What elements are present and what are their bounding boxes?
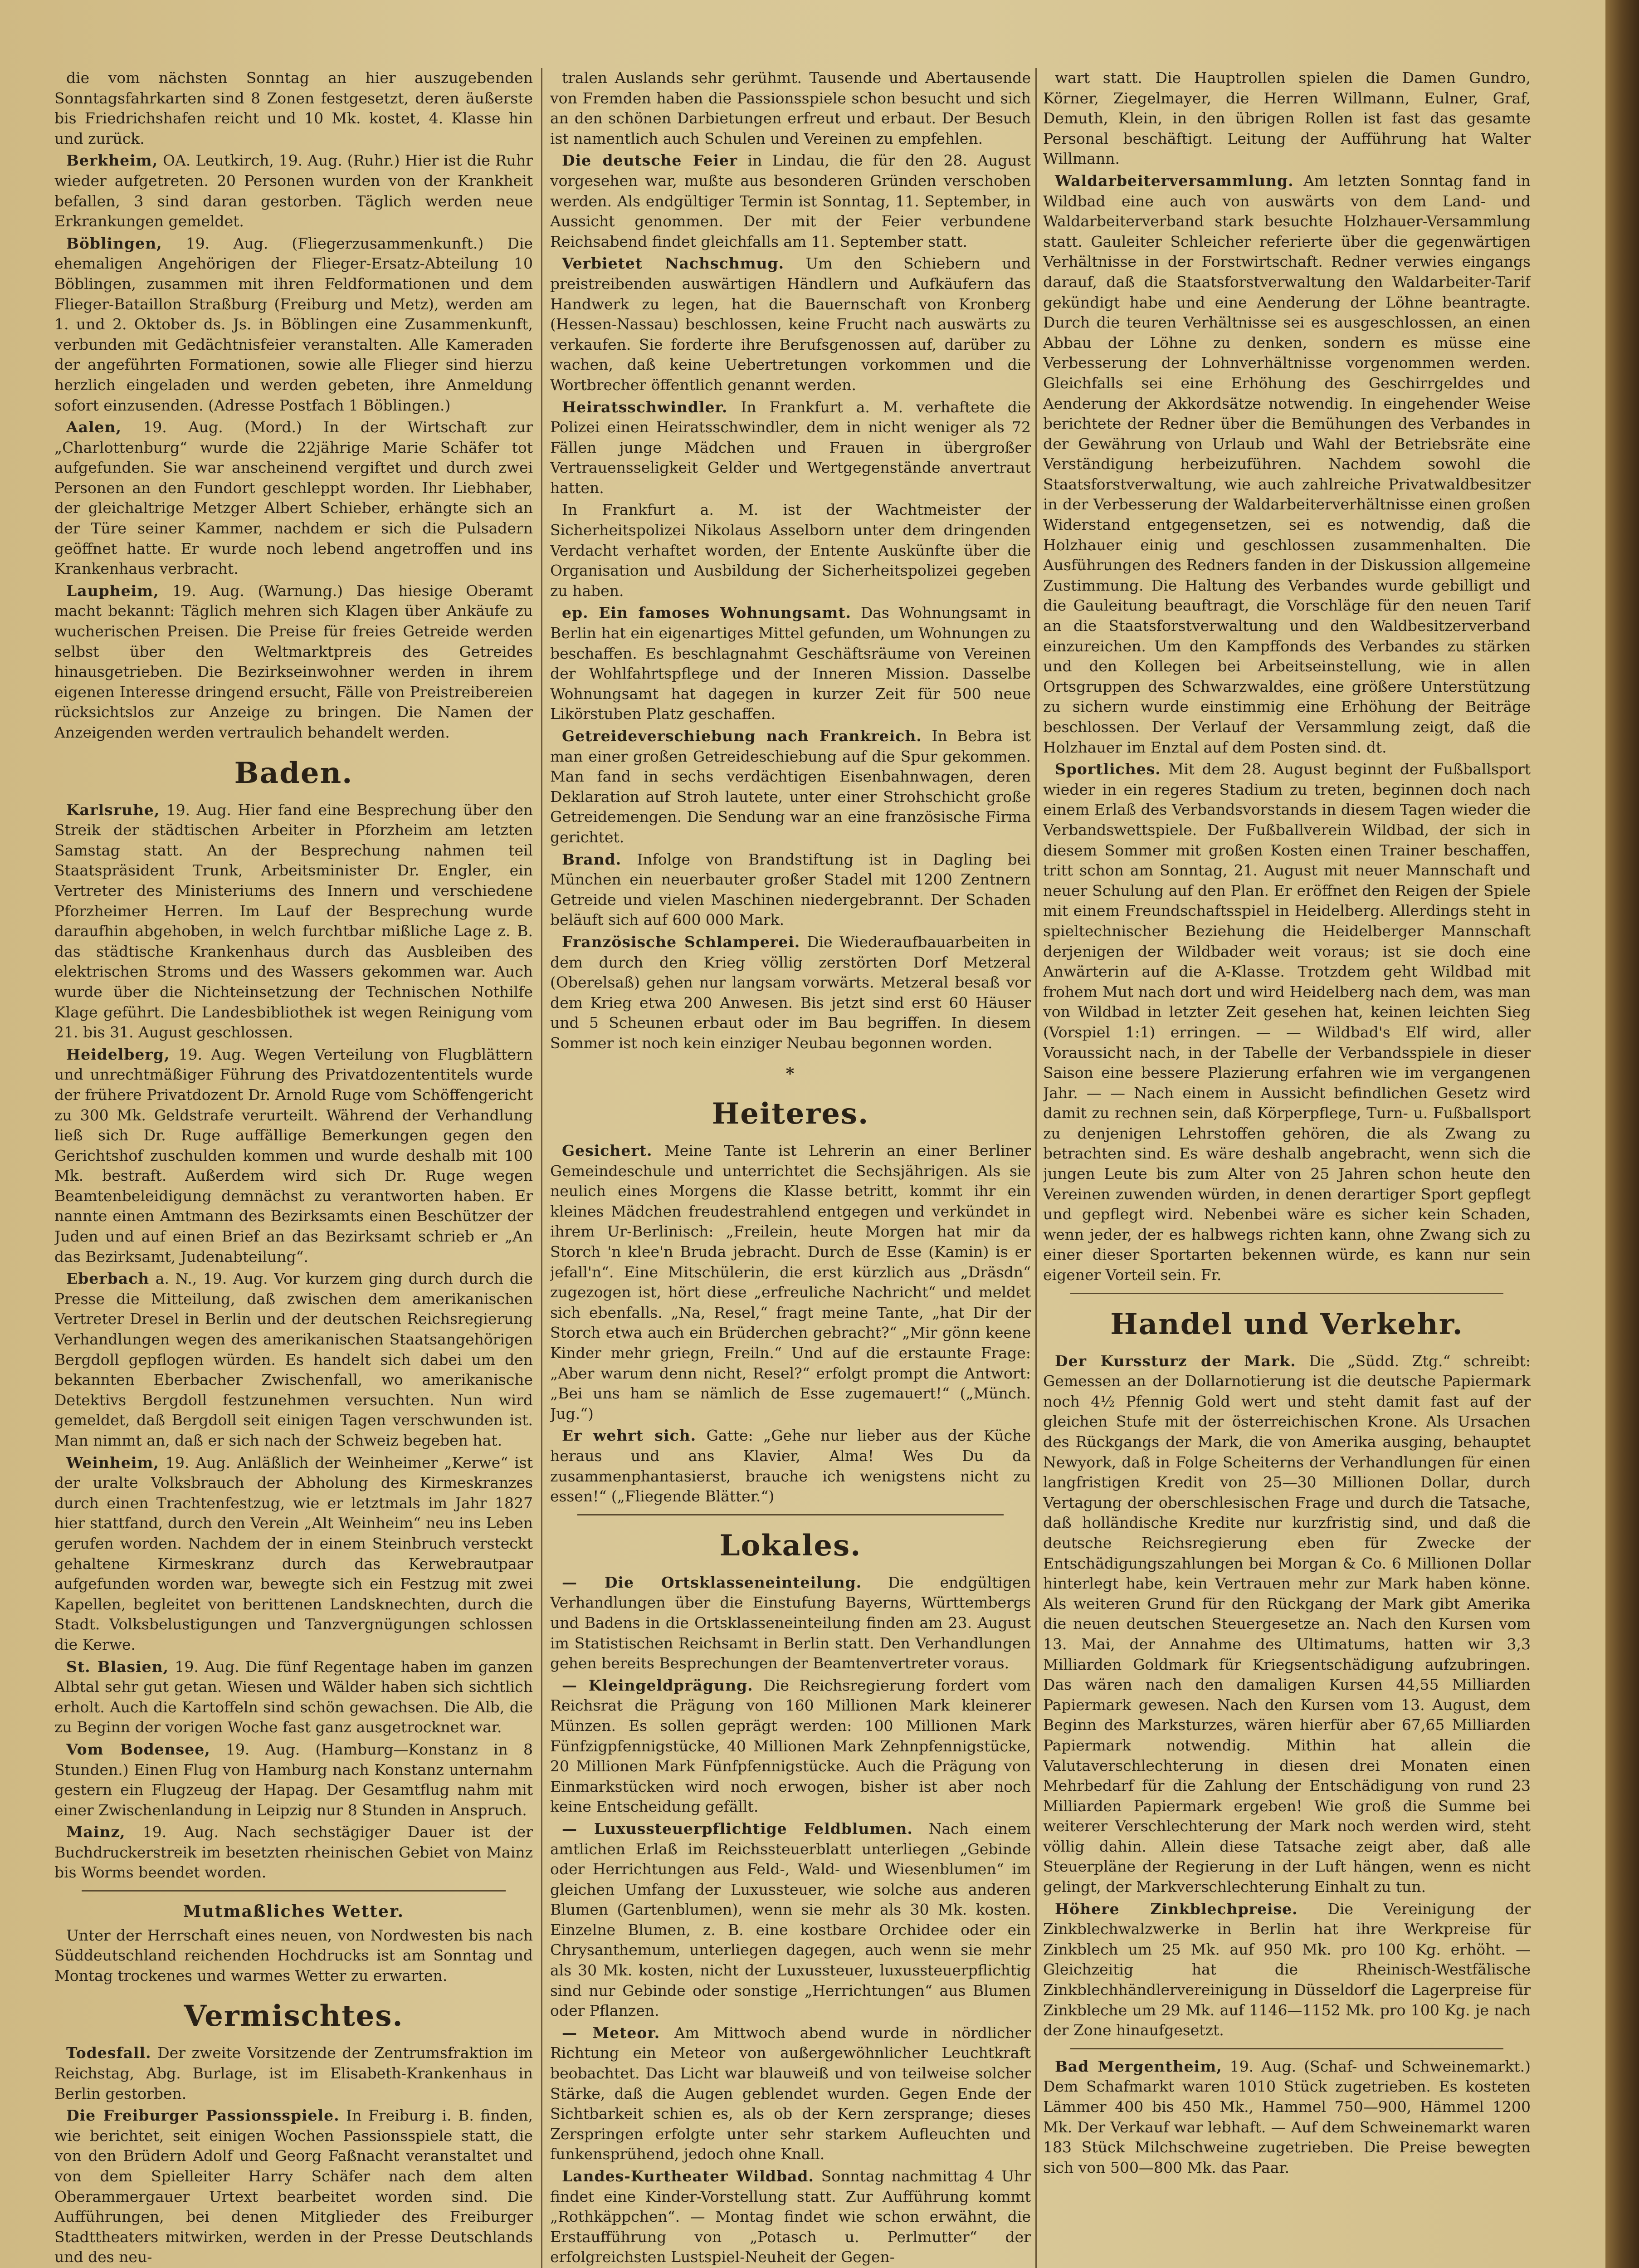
article bbox=[550, 151, 1031, 252]
article bbox=[54, 1822, 533, 1883]
article bbox=[550, 500, 1031, 601]
article bbox=[54, 1453, 533, 1655]
dateline: Höhere Zinkblechpreise. bbox=[1055, 1900, 1298, 1918]
section-heading-heiteres: Heiteres. bbox=[712, 1097, 869, 1131]
dateline: Getreideverschiebung nach Frankreich. bbox=[562, 727, 922, 745]
dateline: Gesichert. bbox=[562, 1142, 653, 1160]
article-text: a. N., 19. Aug. Vor kurzem ging durch durch die Presse die Mitteilung, daß zwischen dem amerikanischen Vertreter Dresel in Berlin und der deutschen Reichsregierung Verhandlungen wegen des amerikanischen Staatsangehörigen Bergdoll gepflogen würden. Es handelt sich dabei um den bekannten Eberbacher Zwischenfall, wo amerikanische Detektivs Bergdoll festzunehmen versuchten. Nun wird gemeldet, daß Bergdoll seit einigen Tagen verschwunden ist. Man nimmt an, daß er sich nach der Schweiz begeben hat. bbox=[54, 1270, 533, 1449]
article-text: Die Vereinigung der Zinkblechwalzwerke in Berlin hat ihre Werkpreise für Zinkblech um 25 Mk. auf 950 Mk. pro 100 Kg. erhöht. — Gleichzeitig hat die Rheinisch-Westfälische Zinkblechhändlervereinigung in Düsseldorf die Lagerpreise für Zinkbleche um 29 Mk. auf 1146—1152 Mk. pro 100 Kg. je nach der Zone hinaufgesetzt. bbox=[1043, 1900, 1531, 2039]
article-text: 19. Aug. Anläßlich der Weinheimer „Kerwe“ ist der uralte Volksbrauch der Abholung des Kirmeskranzes durch einen Trachtenfestzug, wie er letztmals im Jahr 1827 hier stattfand, durch den Verein „Alt Weinheim“ neu ins Leben gerufen worden. Nachdem der in einem Steinbruch versteckt gehaltene Kirmeskranz durch das Kerwebrautpaar aufgefunden worden war, bewegte sich ein Festzug mit zwei Kapellen, begleitet von berittenen Landsknechten, durch die Stadt. Volksbelustigungen und Tanzvergnügungen schlossen die Kerwe. bbox=[54, 1453, 533, 1653]
article bbox=[550, 726, 1031, 848]
dateline: Vom Bodensee, bbox=[66, 1740, 210, 1758]
dateline: Todesfall. bbox=[66, 2044, 151, 2062]
article bbox=[54, 1657, 533, 1738]
article bbox=[54, 417, 533, 579]
article bbox=[550, 1573, 1031, 1674]
article-text: In Frankfurt a. M. ist der Wachtmeister der Sicherheitspolizei Nikolaus Asselborn unter dem dringenden Verdacht verhaftet worden, der Entente Auskünfte über die Organisation und Ausbildung der Sicherheitspolizei gegeben zu haben. bbox=[550, 501, 1031, 600]
article bbox=[54, 581, 533, 743]
article bbox=[550, 603, 1031, 724]
paragraph: die vom nächsten Sonntag an hier auszugebenden Sonntagsfahrkarten sind 8 Zonen festgesetzt, deren äußerste bis Friedrichshafen reicht und 10 Mk. kostet, 4. Klasse hin und zurück. bbox=[54, 69, 533, 147]
dateline: Berkheim, bbox=[66, 152, 158, 170]
dateline: Französische Schlamperei. bbox=[562, 933, 800, 951]
dateline: Bad Mergentheim, bbox=[1055, 2057, 1222, 2075]
article bbox=[550, 932, 1031, 1054]
article bbox=[1043, 1351, 1531, 1897]
article-text: Die Reichsregierung fordert vom Reichsrat die Prägung von 160 Millionen Mark kleinerer Münzen. Es sollen geprägt werden: 100 Millionen Mark Fünfzigpfennigstücke, 40 Millionen Mark Zehnpfennigstücke, 20 Millionen Mark Fünfpfennigstücke. Auch die Prägung von Einmarkstücken wird noch erwogen, bisher ist aber noch keine Entscheidung gefällt. bbox=[550, 1676, 1031, 1816]
article-text: Gatte: „Gehe nur lieber aus der Küche heraus und ans Klavier, Alma! Wes Du da zusammenphantasierst, brauche ich wenigstens nicht zu essen!“ („Fliegende Blätter.“) bbox=[550, 1427, 1031, 1505]
article bbox=[54, 151, 533, 231]
article-text: 19. Aug. Wegen Verteilung von Flugblättern und unrechtmäßiger Führung des Privatdozententitels wurde der frühere Privatdozent Dr. Arnold Ruge vom Schöffengericht zu 300 Mk. Geldstrafe verurteilt. Während der Verhandlung ließ sich Dr. Ruge auffällige Bemerkungen gegen den Gerichtshof zuschulden kommen und wurde deshalb mit 100 Mk. bestraft. Außerdem wird sich Dr. Ruge wegen Beamtenbeleidigung demnächst zu verantworten haben. Er nannte einen Amtmann des Bezirksamts einen Beschützer der Juden und auf einen Brief an das Bezirksamt schrieb er „An das Bezirksamt, Judenabteilung“. bbox=[54, 1045, 533, 1266]
article-text: Nach einem amtlichen Erlaß im Reichssteuerblatt unterliegen „Gebinde oder Herrichtungen aus Feld-, Wald- und Wiesenblumen“ im gleichen Umfang der Luxussteuer, wie solche aus anderen Blumen (Gartenblumen), wenn sie mehr als 30 Mk. kosten. Einzelne Blumen, z. B. eine kostbare Orchidee oder ein Chrysanthemum, unterliegen dagegen, auch wenn sie mehr als 30 Mk. kosten, nicht der Luxussteuer, luxussteuerpflichtig sind nur Gebinde oder sonstige „Herrichtungen“ aus Blumen oder Pflanzen. bbox=[550, 1819, 1031, 2020]
dateline: Böblingen, bbox=[66, 234, 162, 252]
article-text: In Frankfurt a. M. verhaftete die Polizei einen Heiratsschwindler, dem in nicht weniger als 72 Fällen junge Mädchen und Frauen in übergroßer Vertrauensseligkeit Gelder und Wertgegenstände anvertraut hatten. bbox=[550, 398, 1031, 497]
article-text: Um den Schiebern und preistreibenden auswärtigen Händlern und Aufkäufern das Handwerk zu legen, hat die Bauernschaft von Kronberg (Hessen-Nassau) beschlossen, keine Frucht nach auswärts zu verkaufen. Sie forderte ihre Berufsgenossen auf, darüber zu wachen, daß keine Uebertretungen vorkommen und die Wortbrecher öffentlich genannt werden. bbox=[550, 254, 1031, 394]
article bbox=[1043, 759, 1531, 1285]
divider bbox=[577, 1514, 1004, 1515]
paragraph: tralen Auslands sehr gerühmt. Tausende und Abertausende von Fremden haben die Passionsspiele schon besucht und sich an den schönen Darbietungen erfreut und erbaut. Der Besuch ist namentlich auch Schulen und Vereinen zu empfehlen. bbox=[550, 69, 1031, 147]
article-text: 19. Aug. Hier fand eine Besprechung über den Streik der städtischen Arbeiter in Pforzheim am letzten Samstag statt. An der Besprechung nahmen teil Staatspräsident Trunk, Arbeitsminister Dr. Engler, ein Vertreter des Ministeriums des Innern und verschiedene Pforzheimer Herren. Im Lauf der Besprechung wurde daraufhin abgehoben, in welch furchtbar mißliche Lage z. B. das städtische Krankenhaus durch das Ausbleiben des elektrischen Stroms und des Wassers gekommen war. Auch wurde über die Nichteinsetzung der Technischen Nothilfe Klage geführt. Die Landesbibliothek ist wegen Reinigung vom 21. bis 31. August geschlossen. bbox=[54, 801, 533, 1041]
article-text: OA. Leutkirch, 19. Aug. (Ruhr.) Hier ist die Ruhr wieder aufgetreten. 20 Personen wurden von der Krankheit befallen, 3 sind daran gestorben. Täglich werden neue Erkrankungen gemeldet. bbox=[54, 152, 533, 230]
article bbox=[550, 850, 1031, 930]
article bbox=[550, 1819, 1031, 2021]
dateline: Die deutsche Feier bbox=[562, 152, 738, 170]
article-text: 19. Aug. (Fliegerzusammenkunft.) Die ehemaligen Angehörigen der Flieger-Ersatz-Abteilung 10 Böblingen, zusammen mit ihren Feldformationen und dem Flieger-Bataillon Straßburg (Freiburg und Metz), werden am 1. und 2. Oktober ds. Js. in Böblingen eine Zusammenkunft, verbunden mit Gedächtnisfeier veranstalten. Alle Kameraden der angeführten Formationen, sowie alle Flieger sind hierzu herzlich eingeladen und werden gebeten, ihre Anmeldung sofort einzusenden. (Adresse Postfach 1 Böblingen.) bbox=[54, 234, 533, 414]
column-rule bbox=[1035, 68, 1037, 2268]
article bbox=[54, 234, 533, 415]
article-text: 19. Aug. Die fünf Regentage haben im ganzen Albtal sehr gut getan. Wiesen und Wälder haben sich sichtlich erholt. Auch die Kartoffeln sind schön gewachsen. Die Alb, die zu Beginn der vorigen Woche fast ganz ausgetrocknet war. bbox=[54, 1657, 533, 1736]
article-text: Die „Südd. Ztg.“ schreibt: Gemessen an der Dollarnotierung ist die deutsche Papiermark noch 4½ Pfennig Gold wert und steht damit fast auf der gleichen Stufe mit der österreichischen Krone. Als Ursachen des Rückgangs der Mark, die von Amerika ausging, behauptet Newyork, daß in Folge Scheiterns der Verhandlungen für einen langfristigen Kredit von 25—30 Millionen Dollar, durch Vertagung der oberschlesischen Frage und durch die Tatsache, daß holländische Kredite nur kurzfristig sind, und daß die deutsche Reichsregierung eben für Zwecke der Entschädigungszahlungen bei Morgan & Co. 6 Millionen Dollar hinterlegt habe, kein Vertrauen mehr zur Mark haben könne. Als weiteren Grund für den Rückgang der Mark gibt Amerika die neuen deutschen Steuergesetze an. Nach den Kursen vom 13. Mai, der Annahme des Ultimatums, hatten wir 3,3 Milliarden Goldmark für Kriegsentschädigung aufzubringen. Das wären nach den damaligen Kursen 44,55 Milliarden Papiermark gewesen. Nach den Kursen vom 13. August, dem Beginn des Marksturzes, wären hierfür aber 67,65 Milliarden Papiermark notwendig. Mithin hat allein die Valutaverschlechterung in diesen drei Monaten einen Mehrbedarf für die Zahlung der Entschädigung von rund 23 Milliarden Papiermark ergeben! Wie groß die Summe bei weiterer Verschlechterung der Mark noch werden wird, steht völlig dahin. Allein diese Tatsache zeigt aber, daß alle Steuerpläne der Regierung in der Luft hängen, wenn es nicht gelingt, der Markverschlechterung Einhalt zu tun. bbox=[1043, 1352, 1531, 1896]
article bbox=[54, 1740, 533, 1820]
section-heading-lokales: Lokales. bbox=[719, 1528, 862, 1563]
weather-text: Unter der Herrschaft eines neuen, von Nordwesten bis nach Süddeutschland reichenden Hochdrucks ist am Sonntag und Montag trockenes und warmes Wetter zu erwarten. bbox=[54, 1926, 533, 1984]
dateline: ep. Ein famoses Wohnungsamt. bbox=[562, 604, 852, 622]
dateline: Sportliches. bbox=[1055, 760, 1161, 778]
paragraph: wart statt. Die Hauptrollen spielen die Damen Gundro, Körner, Ziegelmayer, die Herren Willmann, Eulner, Graf, Demuth, Klein, in den übrigen Rollen ist fast das gesamte Personal beschäftigt. Leitung der Aufführung hat Walter Willmann. bbox=[1043, 69, 1531, 168]
dateline: Laupheim, bbox=[66, 582, 159, 600]
article bbox=[1043, 1899, 1531, 2041]
section-heading-baden: Baden. bbox=[234, 756, 353, 790]
dateline: — Meteor. bbox=[562, 2024, 660, 2042]
column-2 bbox=[550, 68, 1031, 2268]
weather-heading: Mutmaßliches Wetter. bbox=[183, 1902, 405, 1921]
article bbox=[54, 2043, 533, 2104]
column-3 bbox=[1043, 68, 1531, 2268]
dateline: Weinheim, bbox=[66, 1453, 159, 1471]
article-text: Meine Tante ist Lehrerin an einer Berliner Gemeindeschule und unterrichtet die Sechsjährigen. Als sie neulich eines Morgens die Klasse betritt, kommt ihr ein kleines Mädchen freudestrahlend entgegen und verkündet in ihrem Ur-Berlinisch: „Freilein, heute Morgen hat mir da Storch 'n klee'n Bruda jebracht. Durch de Esse (Kamin) is er jefall'n“. Eine Mitschülerin, die erst kürzlich aus „Dräsdn“ zugezogen ist, hört diese „erfreuliche Nachricht“ und meldet sich ebenfalls. „Na, Resel,“ fragt meine Tante, „hat Dir der Storch etwa auch ein Brüderchen gebracht?“ „Mir gönn keene Kinder mehr griegn, Freiln.“ Und auf die erstaunte Frage: „Aber warum denn nicht, Resel?“ erfolgt prompt die Antwort: „Bei uns ham se nämlich de Esse zugemauert!“ („Münch. Jug.“) bbox=[550, 1142, 1031, 1422]
article bbox=[550, 1426, 1031, 1506]
article-text: Am letzten Sonntag fand in Wildbad eine auch von auswärts von dem Land- und Waldarbeiterverband stark besuchte Holzhauer-Versammlung statt. Gauleiter Schleicher referierte über die gegenwärtigen Verhältnisse in der Forstwirtschaft. Redner verwies eingangs darauf, daß die Staatsforstverwaltung den Waldarbeiter-Tarif gekündigt habe und eine Aenderung der Löhne beantragte. Durch die teuren Verhältnisse sei es ausgeschlossen, an einen Abbau der Löhne zu denken, sondern es müsse eine Verbesserung der Lohnverhältnisse vorgenommen werden. Gleichfalls sei eine Erhöhung des Geschirrgeldes und Aenderung der Akkordsätze notwendig. In eingehender Weise berichtete der Redner über die Bemühungen des Verbandes in der Gewährung von Urlaub und Wahl der Betriebsräte eine Verständigung herbeizuführen. Nachdem sowohl die Staatsforstverwaltung, wie auch zahlreiche Privatwaldbesitzer in der Verbesserung der Waldarbeiterverhältnisse einen großen Widerstand entgegensetzen, sei es notwendig, daß die Holzhauer einig und geschlossen zusammenhalten. Die Ausführungen des Redners fanden in der Diskussion allgemeine Zustimmung. Die Haltung des Verbandes wurde gebilligt und die Gauleitung beauftragt, die Vorschläge für den neuen Tarif an die Staatsforstverwaltung und den Waldbesitzerverband einzureichen. Um den Kampffonds des Verbandes zu stärken und den Kollegen bei Arbeitseinstellung, wie in allen Ortsgruppen des Schwarzwaldes, eine größere Unterstützung zu sichern wurde einstimmig eine Erhöhung der Beiträge beschlossen. Der Verlauf der Versammlung zeigt, daß die Holzhauer im Enztal auf dem Posten sind. dt. bbox=[1043, 171, 1531, 756]
book-binding-edge bbox=[1605, 0, 1639, 2268]
article bbox=[550, 2023, 1031, 2165]
article-text: Sonntag nachmittag 4 Uhr findet eine Kinder-Vorstellung statt. Zur Aufführung kommt „Rothkäppchen“. — Montag findet wie schon erwähnt, die Erstaufführung von „Potasch u. Perlmutter“ der erfolgreichsten Lustspiel-Neuheit der Gegen- bbox=[550, 2167, 1031, 2266]
dateline: Brand. bbox=[562, 850, 622, 868]
section-heading-vermischtes: Vermischtes. bbox=[184, 1999, 404, 2033]
article-text: In Freiburg i. B. finden, wie berichtet, seit einigen Wochen Passionsspiele statt, die von den Brüdern Adolf und Georg Faßnacht veranstaltet und von dem Spielleiter Harry Schäfer nach dem alten Oberammergauer Urtext bearbeitet worden sind. Die Aufführungen, bei denen Mitglieder des Freiburger Stadttheaters mitwirken, werden in der Presse Deutschlands und des neu- bbox=[54, 2107, 533, 2266]
article-text: Infolge von Brandstiftung ist in Dagling bei München ein neuerbauter großer Stadel mit 1200 Zentnern Getreide und vielen Maschinen niedergebrannt. Der Schaden beläuft sich auf 600 000 Mark. bbox=[550, 850, 1031, 929]
dateline: Eberbach bbox=[66, 1270, 150, 1288]
article bbox=[550, 2166, 1031, 2268]
column-rule bbox=[541, 68, 542, 2268]
dateline: Heiratsschwindler. bbox=[562, 398, 728, 416]
article bbox=[1043, 2057, 1531, 2178]
article-text: Der zweite Vorsitzende der Zentrumsfraktion im Reichstag, Abg. Burlage, ist im Elisabeth-Krankenhaus in Berlin gestorben. bbox=[54, 2044, 533, 2102]
dateline: Er wehrt sich. bbox=[562, 1427, 697, 1445]
article-text: 19. Aug. (Mord.) In der Wirtschaft zur „Charlottenburg“ wurde die 22jährige Marie Schäfer tot aufgefunden. Sie war anscheinend vergiftet und durch zwei Personen an den Fundort geschleppt worden. Ihr Liebhaber, der gleichaltrige Metzger Albert Schieber, erhängte sich an der Türe seiner Kammer, nachdem er sich die Pulsadern geöffnet hatte. Er wurde noch lebend angetroffen und ins Krankenhaus verbracht. bbox=[54, 418, 533, 578]
divider bbox=[1070, 2048, 1503, 2049]
dateline: — Kleingeldprägung. bbox=[562, 1676, 753, 1694]
article bbox=[550, 397, 1031, 499]
divider bbox=[1070, 1293, 1503, 1294]
dateline: Verbietet Nachschmug. bbox=[562, 254, 785, 273]
dateline: Landes-Kurtheater Wildbad. bbox=[562, 2167, 814, 2185]
column-1 bbox=[54, 68, 533, 2268]
dateline: Waldarbeiterversammlung. bbox=[1055, 171, 1294, 190]
article bbox=[54, 800, 533, 1043]
article-text: Mit dem 28. August beginnt der Fußballsport wieder in ein regeres Stadium zu treten, beginnen doch nach einem Erlaß des Verbandsvorstands in diesem Tagen wieder die Verbandswettspiele. Der Fußballverein Wildbad, der sich in diesem Sommer mit großen Kosten einen Trainer beschaffen, tritt schon am Sonntag, 21. August mit neuer Mannschaft und neuer Schulung auf den Plan. Er eröffnet den Reigen der Spiele mit einem Freundschaftsspiel in Heidelberg. Allerdings steht in spieltechnischer Beziehung die Heidelberger Mannschaft derjenigen der Wildbader weit voraus; ist sie doch eine Anwärterin auf die A-Klasse. Trotzdem geht Wildbad mit frohem Mut nach dort und wird Heidelberg nach dem, was man von Wildbad in letzter Zeit gesehen hat, keinen leichten Sieg (Vorspiel 1:1) erringen. — — Wildbad's Elf wird, aller Voraussicht nach, in der Tabelle der Verbandsspiele in dieser Saison eine bessere Plazierung erfahren wie im vergangenen Jahr. — — Nach einem in Aussicht befindlichen Gesetz wird damit zu rechnen sein, daß Körperpflege, Turn- u. Fußballsport zu denjenigen Lehrstoffen gehören, die als Zwang zu betrachten sind. Es wäre deshalb angebracht, wenn sich die jungen Leute bis zum Alter von 25 Jahren schon heute den Vereinen zuwenden würden, in denen derartiger Sport gepflegt und gepflegt wird. Nebenbei wäre es sicher kein Schaden, wenn jeder, der es halbwegs richten kann, ohne Zwang sich zu einer dieser Sportarten bekennen würde, es kann nur sein eigener Vorteil sein. Fr. bbox=[1043, 760, 1531, 1284]
dateline: — Die Ortsklasseneinteilung. bbox=[562, 1573, 862, 1591]
divider bbox=[82, 1890, 506, 1892]
dateline: Karlsruhe, bbox=[66, 801, 160, 819]
dateline: Mainz, bbox=[66, 1823, 126, 1841]
dateline: Heidelberg, bbox=[66, 1045, 170, 1063]
article-text: in Lindau, die für den 28. August vorgesehen war, mußte aus besonderen Gründen verschoben werden. Als endgültiger Termin ist Sonntag, 11. September, in Aussicht genommen. Der mit der Feier verbundene Reichsabend findet gleichfalls am 11. September statt. bbox=[550, 152, 1031, 250]
article bbox=[1043, 171, 1531, 758]
dateline: Aalen, bbox=[66, 418, 122, 436]
article-text: Die Wiederaufbauarbeiten in dem durch den Krieg völlig zerstörten Dorf Metzeral (Oberelsaß) gehen nur langsam vorwärts. Metzeral besaß vor dem Krieg etwa 200 Anwesen. Bis jetzt sind erst 60 Häuser und 5 Scheunen erbaut oder im Bau begriffen. In diesem Sommer ist noch kein einziger Neubau begonnen worden. bbox=[550, 933, 1031, 1052]
dateline: St. Blasien, bbox=[66, 1657, 169, 1676]
dateline: Der Kurssturz der Mark. bbox=[1055, 1352, 1296, 1370]
dateline: — Luxussteuerpflichtige Feldblumen. bbox=[562, 1819, 913, 1838]
asterisk-separator: * bbox=[785, 1064, 795, 1083]
article-text: Am Mittwoch abend wurde in nördlicher Richtung ein Meteor von außergewöhnlicher Leuchtkraft beobachtet. Das Licht war blauweiß und von teilweise solcher Stärke, daß die Augen geblendet wurden. Gegen Ende der Sichtbarkeit schien es, als ob der Kern zersprange; dieses Zerspringen erfolgte unter sehr starkem Aufleuchten und funkensprühend, jedoch ohne Knall. bbox=[550, 2024, 1031, 2163]
article-text: 19. Aug. Nach sechstägiger Dauer ist der Buchdruckerstreik im besetzten rheinischen Gebiet von Mainz bis Worms beendet worden. bbox=[54, 1823, 533, 1882]
article-text: 19. Aug. (Warnung.) Das hiesige Oberamt macht bekannt: Täglich mehren sich Klagen über Ankäufe zu wucherischen Preisen. Die Preise für freies Getreide werden selbst über den Weltmarktpreis des Getreides hinausgetrieben. Die Bezirkseinwohner werden in ihrem eigenen Interesse dringend ersucht, Fälle von Preistreibereien rücksichtslos zur Anzeige zu bringen. Die Namen der Anzeigenden werden vertraulich behandelt werden. bbox=[54, 582, 533, 741]
article bbox=[54, 1045, 533, 1267]
article bbox=[54, 2106, 533, 2268]
article bbox=[54, 1269, 533, 1451]
article bbox=[550, 1676, 1031, 1817]
article-text: In Bebra ist man einer großen Getreideschiebung auf die Spur gekommen. Man fand in sechs verdächtigen Eisenbahnwagen, deren Deklaration auf Stroh lautete, unter einer Strohschicht große Getreidemengen. Die Sendung war an eine französische Firma gerichtet. bbox=[550, 727, 1031, 846]
article-text: Die endgültigen Verhandlungen über die Einstufung Bayerns, Württembergs und Badens in die Ortsklasseneinteilung finden am 23. August im Statistischen Reichsamt in Berlin statt. Den Verhandlungen gehen bereits Besprechungen der Beamtenvertreter voraus. bbox=[550, 1573, 1031, 1672]
dateline: Die Freiburger Passionsspiele. bbox=[66, 2107, 340, 2125]
article bbox=[550, 1141, 1031, 1424]
article bbox=[550, 254, 1031, 395]
article-text: 19. Aug. (Hamburg—Konstanz in 8 Stunden.) Einen Flug von Hamburg nach Konstanz unternahm gestern ein Flugzeug der Hapag. Der Gesamtflug nahm mit einer Zwischenlandung in Leipzig nur 8 Stunden in Anspruch. bbox=[54, 1740, 533, 1819]
article-text: 19. Aug. (Schaf- und Schweinemarkt.) Dem Schafmarkt waren 1010 Stück zugetrieben. Es kosteten Lämmer 400 bis 450 Mk., Hammel 750—900, Hämmel 1200 Mk. Der Verkauf war lebhaft. — Auf dem Schweinemarkt waren 183 Stück Milchschweine zugetrieben. Die Preise bewegten sich von 500—800 Mk. das Paar. bbox=[1043, 2057, 1531, 2176]
section-heading-handel: Handel und Verkehr. bbox=[1110, 1307, 1463, 1341]
article-text: Das Wohnungsamt in Berlin hat ein eigenartiges Mittel gefunden, um Wohnungen zu beschaffen. Es beschlagnahmt Geschäftsräume von Vereinen der Wohlfahrtspflege und der Inneren Mission. Dasselbe Wohnungsamt hat dagegen in kurzer Zeit für 500 neue Likörstuben Platz geschaffen. bbox=[550, 604, 1031, 723]
